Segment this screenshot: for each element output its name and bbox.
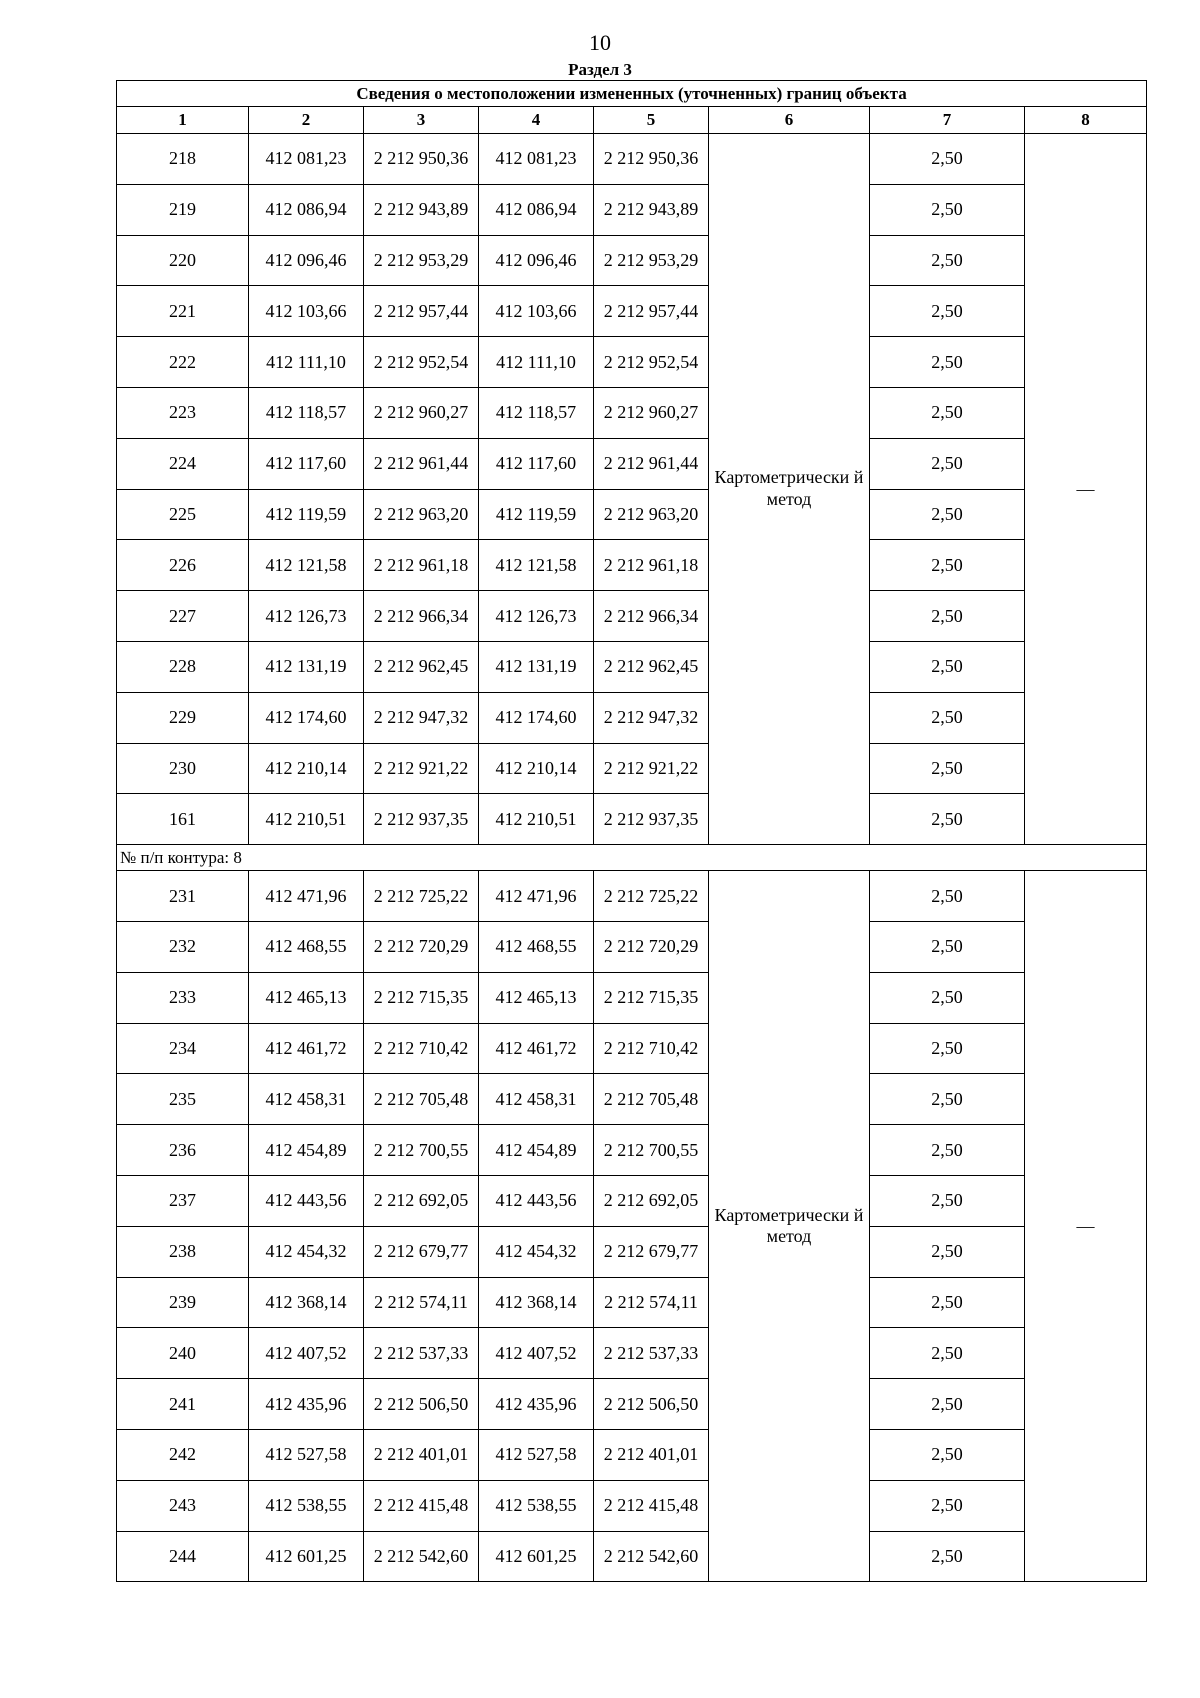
table-row	[117, 1023, 1147, 1074]
point-number: 218	[117, 134, 249, 185]
section-title: Раздел 3	[568, 60, 632, 79]
x-existing: 412 538,55	[249, 1480, 364, 1531]
x-existing: 412 471,96	[249, 871, 364, 922]
point-number: 229	[117, 692, 249, 743]
table-row	[117, 1277, 1147, 1328]
point-number: 225	[117, 489, 249, 540]
y-existing: 2 212 415,48	[364, 1480, 479, 1531]
x-existing: 412 126,73	[249, 591, 364, 642]
column-header-1: 1	[117, 107, 249, 134]
point-number: 239	[117, 1277, 249, 1328]
table-row	[117, 1480, 1147, 1531]
y-new: 2 212 725,22	[594, 871, 709, 922]
x-new: 412 174,60	[479, 692, 594, 743]
y-existing: 2 212 947,32	[364, 692, 479, 743]
x-new: 412 119,59	[479, 489, 594, 540]
accuracy-value: 2,50	[870, 1480, 1025, 1531]
accuracy-value: 2,50	[870, 1328, 1025, 1379]
y-existing: 2 212 937,35	[364, 794, 479, 845]
x-new: 412 454,32	[479, 1226, 594, 1277]
x-new: 412 126,73	[479, 591, 594, 642]
point-number: 222	[117, 337, 249, 388]
table-row	[117, 337, 1147, 388]
table-row	[117, 438, 1147, 489]
y-new: 2 212 947,32	[594, 692, 709, 743]
point-number: 232	[117, 921, 249, 972]
x-new: 412 465,13	[479, 972, 594, 1023]
accuracy-value: 2,50	[870, 794, 1025, 845]
y-new: 2 212 679,77	[594, 1226, 709, 1277]
table-row	[117, 1328, 1147, 1379]
table-row	[117, 743, 1147, 794]
boundary-table	[116, 80, 1147, 1582]
accuracy-value: 2,50	[870, 387, 1025, 438]
point-number: 220	[117, 235, 249, 286]
x-new: 412 443,56	[479, 1175, 594, 1226]
x-new: 412 096,46	[479, 235, 594, 286]
table-row	[117, 1531, 1147, 1582]
x-new: 412 081,23	[479, 134, 594, 185]
x-new: 412 458,31	[479, 1074, 594, 1125]
x-existing: 412 468,55	[249, 921, 364, 972]
x-existing: 412 407,52	[249, 1328, 364, 1379]
accuracy-value: 2,50	[870, 1226, 1025, 1277]
point-number: 223	[117, 387, 249, 438]
x-existing: 412 121,58	[249, 540, 364, 591]
y-new: 2 212 960,27	[594, 387, 709, 438]
table-row	[117, 692, 1147, 743]
contour-label-row	[117, 845, 1147, 871]
contour-label: № п/п контура: 8	[117, 845, 1147, 871]
point-number: 243	[117, 1480, 249, 1531]
x-existing: 412 117,60	[249, 438, 364, 489]
x-existing: 412 368,14	[249, 1277, 364, 1328]
accuracy-value: 2,50	[870, 1023, 1025, 1074]
column-header-4: 4	[479, 107, 594, 134]
point-number: 244	[117, 1531, 249, 1582]
y-existing: 2 212 715,35	[364, 972, 479, 1023]
y-existing: 2 212 679,77	[364, 1226, 479, 1277]
x-new: 412 368,14	[479, 1277, 594, 1328]
accuracy-value: 2,50	[870, 1175, 1025, 1226]
x-existing: 412 096,46	[249, 235, 364, 286]
x-new: 412 210,51	[479, 794, 594, 845]
y-new: 2 212 957,44	[594, 286, 709, 337]
y-existing: 2 212 953,29	[364, 235, 479, 286]
point-number: 241	[117, 1379, 249, 1430]
table-row	[117, 1175, 1147, 1226]
table-row	[117, 1074, 1147, 1125]
column-8-dash: —	[1025, 134, 1147, 845]
method-cell: Картометрически й метод	[709, 871, 870, 1582]
x-existing: 412 454,32	[249, 1226, 364, 1277]
x-existing: 412 086,94	[249, 184, 364, 235]
y-new: 2 212 963,20	[594, 489, 709, 540]
x-new: 412 601,25	[479, 1531, 594, 1582]
y-new: 2 212 962,45	[594, 641, 709, 692]
x-existing: 412 174,60	[249, 692, 364, 743]
y-existing: 2 212 960,27	[364, 387, 479, 438]
y-existing: 2 212 506,50	[364, 1379, 479, 1430]
point-number: 228	[117, 641, 249, 692]
table-row	[117, 286, 1147, 337]
point-number: 235	[117, 1074, 249, 1125]
y-existing: 2 212 952,54	[364, 337, 479, 388]
y-existing: 2 212 705,48	[364, 1074, 479, 1125]
column-header-6: 6	[709, 107, 870, 134]
point-number: 233	[117, 972, 249, 1023]
point-number: 161	[117, 794, 249, 845]
x-existing: 412 454,89	[249, 1125, 364, 1176]
x-new: 412 454,89	[479, 1125, 594, 1176]
y-new: 2 212 506,50	[594, 1379, 709, 1430]
point-number: 227	[117, 591, 249, 642]
accuracy-value: 2,50	[870, 921, 1025, 972]
x-new: 412 407,52	[479, 1328, 594, 1379]
x-existing: 412 435,96	[249, 1379, 364, 1430]
accuracy-value: 2,50	[870, 438, 1025, 489]
x-existing: 412 081,23	[249, 134, 364, 185]
y-existing: 2 212 966,34	[364, 591, 479, 642]
column-header-8: 8	[1025, 107, 1147, 134]
y-new: 2 212 537,33	[594, 1328, 709, 1379]
x-existing: 412 118,57	[249, 387, 364, 438]
x-new: 412 111,10	[479, 337, 594, 388]
y-existing: 2 212 720,29	[364, 921, 479, 972]
point-number: 226	[117, 540, 249, 591]
x-existing: 412 210,51	[249, 794, 364, 845]
point-number: 224	[117, 438, 249, 489]
accuracy-value: 2,50	[870, 1074, 1025, 1125]
y-existing: 2 212 963,20	[364, 489, 479, 540]
y-existing: 2 212 950,36	[364, 134, 479, 185]
y-existing: 2 212 700,55	[364, 1125, 479, 1176]
y-new: 2 212 937,35	[594, 794, 709, 845]
accuracy-value: 2,50	[870, 871, 1025, 922]
x-existing: 412 131,19	[249, 641, 364, 692]
accuracy-value: 2,50	[870, 1531, 1025, 1582]
table-row	[117, 489, 1147, 540]
x-existing: 412 443,56	[249, 1175, 364, 1226]
point-number: 219	[117, 184, 249, 235]
column-8-dash: —	[1025, 871, 1147, 1582]
y-new: 2 212 705,48	[594, 1074, 709, 1125]
table-row	[117, 921, 1147, 972]
x-new: 412 435,96	[479, 1379, 594, 1430]
point-number: 234	[117, 1023, 249, 1074]
point-number: 230	[117, 743, 249, 794]
x-new: 412 210,14	[479, 743, 594, 794]
y-new: 2 212 950,36	[594, 134, 709, 185]
table-row	[117, 387, 1147, 438]
y-new: 2 212 943,89	[594, 184, 709, 235]
y-new: 2 212 966,34	[594, 591, 709, 642]
accuracy-value: 2,50	[870, 184, 1025, 235]
x-new: 412 103,66	[479, 286, 594, 337]
y-new: 2 212 710,42	[594, 1023, 709, 1074]
accuracy-value: 2,50	[870, 743, 1025, 794]
y-new: 2 212 401,01	[594, 1429, 709, 1480]
accuracy-value: 2,50	[870, 641, 1025, 692]
point-number: 240	[117, 1328, 249, 1379]
x-new: 412 527,58	[479, 1429, 594, 1480]
y-existing: 2 212 542,60	[364, 1531, 479, 1582]
column-header-2: 2	[249, 107, 364, 134]
y-existing: 2 212 692,05	[364, 1175, 479, 1226]
y-existing: 2 212 961,18	[364, 540, 479, 591]
point-number: 242	[117, 1429, 249, 1480]
column-header-7: 7	[870, 107, 1025, 134]
method-cell: Картометрически й метод	[709, 134, 870, 845]
table-row	[117, 134, 1147, 185]
y-new: 2 212 953,29	[594, 235, 709, 286]
y-new: 2 212 961,18	[594, 540, 709, 591]
table-row	[117, 1429, 1147, 1480]
y-existing: 2 212 401,01	[364, 1429, 479, 1480]
y-new: 2 212 715,35	[594, 972, 709, 1023]
y-new: 2 212 720,29	[594, 921, 709, 972]
y-new: 2 212 415,48	[594, 1480, 709, 1531]
y-new: 2 212 921,22	[594, 743, 709, 794]
table-row	[117, 1379, 1147, 1430]
y-existing: 2 212 537,33	[364, 1328, 479, 1379]
y-new: 2 212 542,60	[594, 1531, 709, 1582]
x-existing: 412 461,72	[249, 1023, 364, 1074]
accuracy-value: 2,50	[870, 972, 1025, 1023]
table-row	[117, 1125, 1147, 1176]
point-number: 221	[117, 286, 249, 337]
accuracy-value: 2,50	[870, 286, 1025, 337]
accuracy-value: 2,50	[870, 235, 1025, 286]
x-new: 412 471,96	[479, 871, 594, 922]
table-caption: Сведения о местоположении измененных (уточненных) границ объекта	[117, 81, 1147, 107]
table-row	[117, 794, 1147, 845]
table-row	[117, 871, 1147, 922]
point-number: 237	[117, 1175, 249, 1226]
accuracy-value: 2,50	[870, 1125, 1025, 1176]
x-new: 412 538,55	[479, 1480, 594, 1531]
y-new: 2 212 700,55	[594, 1125, 709, 1176]
x-existing: 412 119,59	[249, 489, 364, 540]
accuracy-value: 2,50	[870, 1277, 1025, 1328]
point-number: 236	[117, 1125, 249, 1176]
x-existing: 412 458,31	[249, 1074, 364, 1125]
accuracy-value: 2,50	[870, 489, 1025, 540]
y-existing: 2 212 725,22	[364, 871, 479, 922]
y-existing: 2 212 961,44	[364, 438, 479, 489]
y-existing: 2 212 962,45	[364, 641, 479, 692]
table-row	[117, 641, 1147, 692]
y-existing: 2 212 710,42	[364, 1023, 479, 1074]
x-new: 412 121,58	[479, 540, 594, 591]
page-number: 10	[589, 30, 611, 55]
accuracy-value: 2,50	[870, 1429, 1025, 1480]
y-existing: 2 212 574,11	[364, 1277, 479, 1328]
y-new: 2 212 952,54	[594, 337, 709, 388]
y-new: 2 212 574,11	[594, 1277, 709, 1328]
y-new: 2 212 961,44	[594, 438, 709, 489]
accuracy-value: 2,50	[870, 134, 1025, 185]
table-row	[117, 972, 1147, 1023]
y-existing: 2 212 957,44	[364, 286, 479, 337]
x-existing: 412 527,58	[249, 1429, 364, 1480]
accuracy-value: 2,50	[870, 540, 1025, 591]
x-new: 412 118,57	[479, 387, 594, 438]
accuracy-value: 2,50	[870, 1379, 1025, 1430]
x-new: 412 131,19	[479, 641, 594, 692]
x-new: 412 461,72	[479, 1023, 594, 1074]
x-existing: 412 103,66	[249, 286, 364, 337]
x-existing: 412 601,25	[249, 1531, 364, 1582]
y-existing: 2 212 943,89	[364, 184, 479, 235]
x-new: 412 086,94	[479, 184, 594, 235]
table-row	[117, 1226, 1147, 1277]
table-row	[117, 540, 1147, 591]
table-row	[117, 184, 1147, 235]
x-existing: 412 111,10	[249, 337, 364, 388]
point-number: 231	[117, 871, 249, 922]
x-new: 412 117,60	[479, 438, 594, 489]
accuracy-value: 2,50	[870, 591, 1025, 642]
table-row	[117, 235, 1147, 286]
x-new: 412 468,55	[479, 921, 594, 972]
point-number: 238	[117, 1226, 249, 1277]
table-row	[117, 591, 1147, 642]
y-new: 2 212 692,05	[594, 1175, 709, 1226]
accuracy-value: 2,50	[870, 692, 1025, 743]
accuracy-value: 2,50	[870, 337, 1025, 388]
x-existing: 412 465,13	[249, 972, 364, 1023]
y-existing: 2 212 921,22	[364, 743, 479, 794]
column-header-5: 5	[594, 107, 709, 134]
x-existing: 412 210,14	[249, 743, 364, 794]
column-header-3: 3	[364, 107, 479, 134]
